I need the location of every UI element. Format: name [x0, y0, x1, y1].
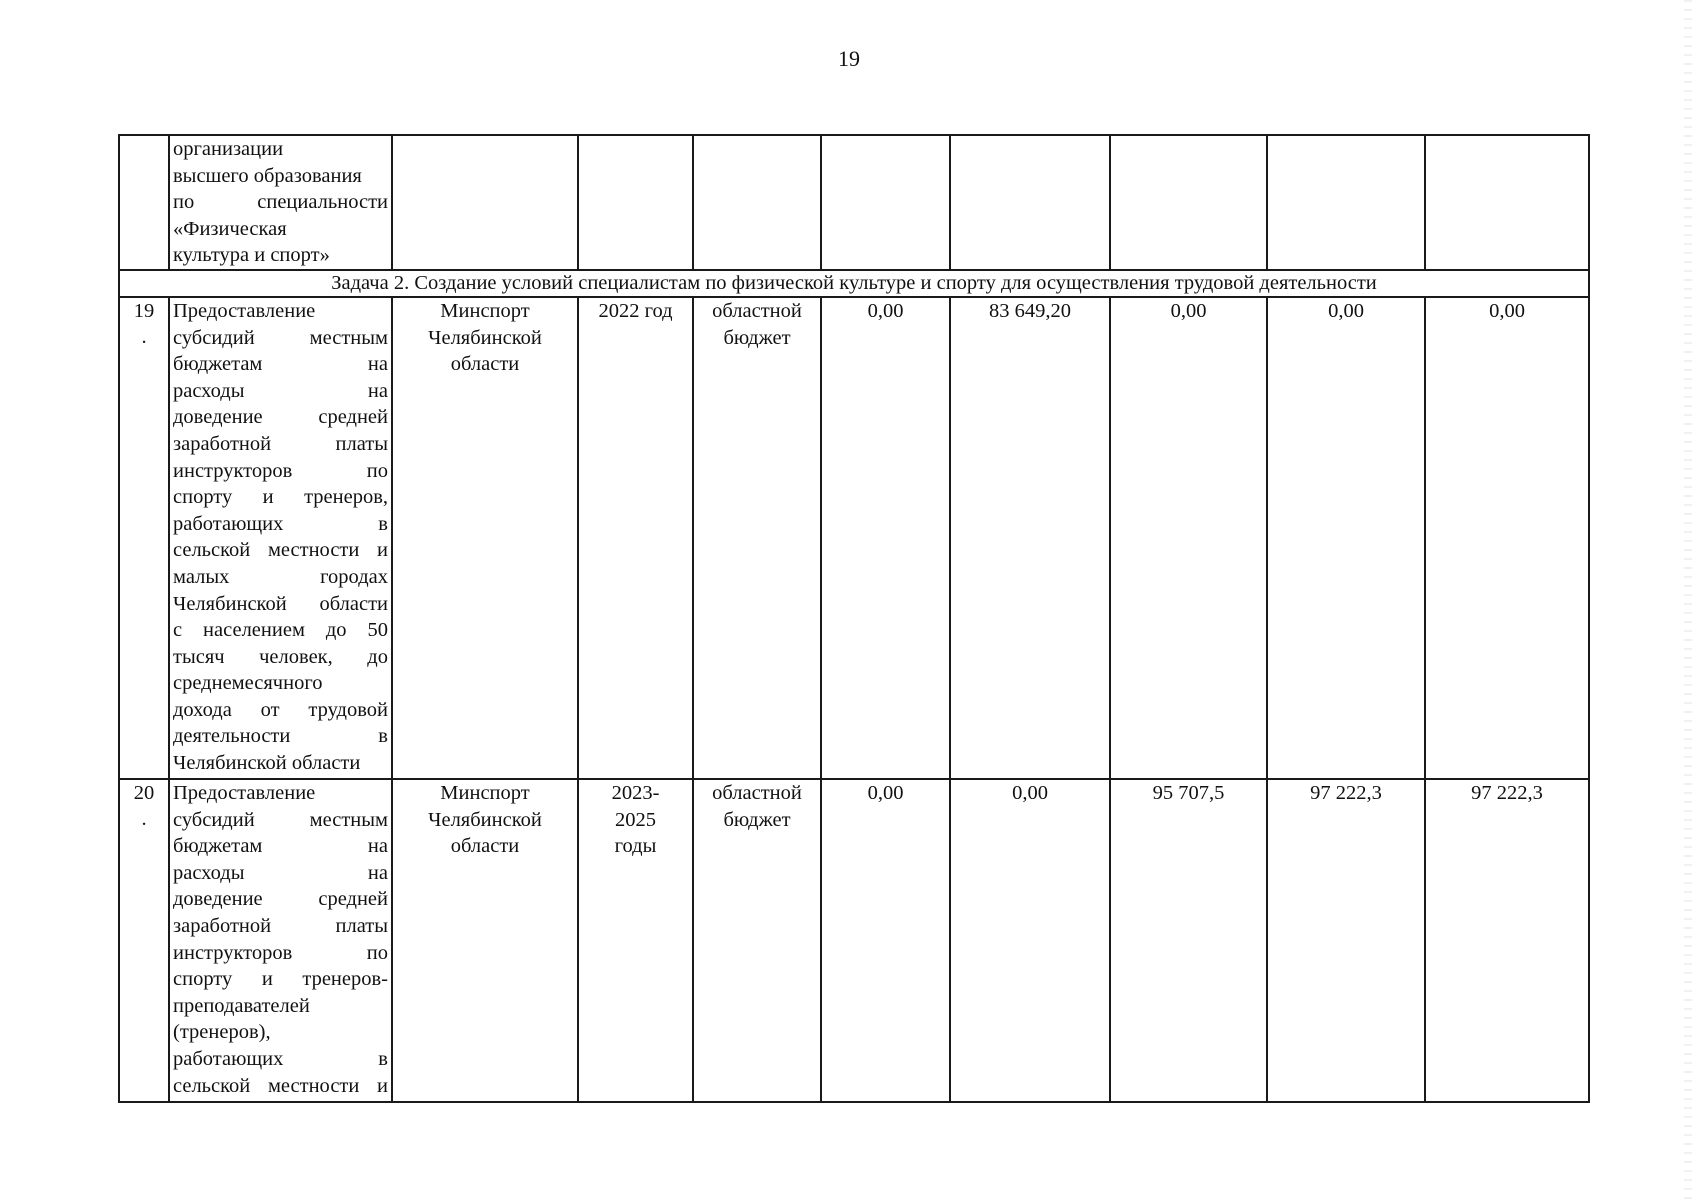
description-line: сельской местности и	[173, 539, 388, 562]
cell-value	[821, 135, 950, 270]
task-row	[119, 270, 1589, 297]
description-line: расходы на	[173, 861, 388, 884]
executor-line: Челябинской	[428, 808, 542, 831]
description-line: инструкторов по	[173, 459, 388, 482]
cell-source	[693, 135, 821, 270]
description-line: спорту и тренеров-	[173, 968, 388, 991]
description-line: работающих в	[173, 512, 388, 535]
description-line: Предоставление	[173, 781, 316, 804]
cell-period	[578, 135, 693, 270]
cell-number	[119, 135, 169, 270]
description-line: бюджетам на	[173, 835, 388, 858]
description-line: среднемесячного	[173, 672, 323, 695]
description-line: малых городах	[173, 565, 388, 588]
description-line: заработной платы	[173, 432, 388, 455]
description-line: субсидий местным	[173, 808, 388, 831]
description-line: Предоставление	[173, 299, 316, 322]
cell-value: 0,00	[821, 779, 950, 1102]
row-number-dot: .	[141, 807, 147, 830]
row-number	[119, 779, 169, 1102]
cell-value: 0,00	[1110, 297, 1267, 779]
cell-value: 0,00	[950, 779, 1110, 1102]
period-line: 2025	[615, 808, 656, 831]
description-line: организации	[173, 138, 284, 160]
cell-period	[578, 779, 693, 1102]
description-line: высшего образования	[173, 164, 362, 187]
row-number-value: 20	[133, 781, 155, 804]
row-number	[119, 297, 169, 779]
source-line: бюджет	[723, 326, 791, 349]
executor-line: области	[450, 835, 520, 858]
source-line: областной	[712, 299, 802, 322]
description-line: доведение средней	[173, 888, 388, 911]
cell-value: 95 707,5	[1110, 779, 1267, 1102]
description-line: сельской местности и	[173, 1074, 388, 1097]
continuation-row	[119, 135, 1589, 270]
cell-value: 83 649,20	[950, 297, 1110, 779]
table-row	[119, 779, 1589, 1102]
cell-value	[950, 135, 1110, 270]
cell-value: 0,00	[1425, 297, 1589, 779]
cell-value	[1425, 135, 1589, 270]
task-heading: Задача 2. Создание условий специалистам по физической культуре и спорту для осуществления трудовой деятельности	[119, 270, 1589, 297]
description-line: культура и спорт»	[173, 244, 330, 267]
description-line: деятельности в	[173, 725, 388, 748]
cell-value: 97 222,3	[1425, 779, 1589, 1102]
executor-line: Минспорт	[440, 781, 530, 804]
scan-edge-strip	[1684, 0, 1692, 1200]
table-row	[119, 297, 1589, 779]
description-line: бюджетам на	[173, 353, 388, 376]
cell-value: 97 222,3	[1267, 779, 1425, 1102]
cell-executor	[392, 779, 578, 1102]
cell-source	[693, 779, 821, 1102]
executor-line: области	[450, 353, 520, 376]
cell-value: 0,00	[821, 297, 950, 779]
period-line: 2023-	[611, 781, 660, 804]
row-number-dot: .	[141, 325, 147, 348]
cell-value	[1267, 135, 1425, 270]
description-line: Челябинской области	[173, 752, 361, 775]
cell-executor	[392, 297, 578, 779]
description-line: инструкторов по	[173, 941, 388, 964]
description-line: преподавателей	[173, 994, 310, 1017]
cell-source	[693, 297, 821, 779]
page-number: 19	[838, 46, 860, 71]
cell-value: 0,00	[1267, 297, 1425, 779]
budget-table	[118, 134, 1590, 1103]
description-line: спорту и тренеров,	[173, 486, 388, 509]
period-line: годы	[614, 835, 657, 858]
description-line: заработной платы	[173, 914, 388, 937]
executor-line: Минспорт	[440, 299, 530, 322]
description-line: доведение средней	[173, 406, 388, 429]
description-line: расходы на	[173, 379, 388, 402]
row-number-value: 19	[133, 299, 155, 322]
description-line: тысяч человек, до	[173, 645, 388, 668]
description-line: (тренеров),	[173, 1021, 271, 1044]
description-line: с населением до 50	[173, 619, 388, 642]
cell-description	[169, 135, 392, 270]
executor-line: Челябинской	[428, 326, 542, 349]
description-line: по специальности	[173, 191, 388, 214]
cell-value	[1110, 135, 1267, 270]
cell-period	[578, 297, 693, 779]
cell-executor	[392, 135, 578, 270]
cell-description	[169, 779, 392, 1102]
period-line: 2022 год	[598, 299, 673, 322]
description-line: субсидий местным	[173, 326, 388, 349]
source-line: областной	[712, 781, 802, 804]
description-line: дохода от трудовой	[173, 698, 388, 721]
description-line: работающих в	[173, 1047, 388, 1070]
cell-description	[169, 297, 392, 779]
description-line: Челябинской области	[173, 592, 388, 615]
description-line: «Физическая	[173, 217, 287, 240]
source-line: бюджет	[723, 808, 791, 831]
